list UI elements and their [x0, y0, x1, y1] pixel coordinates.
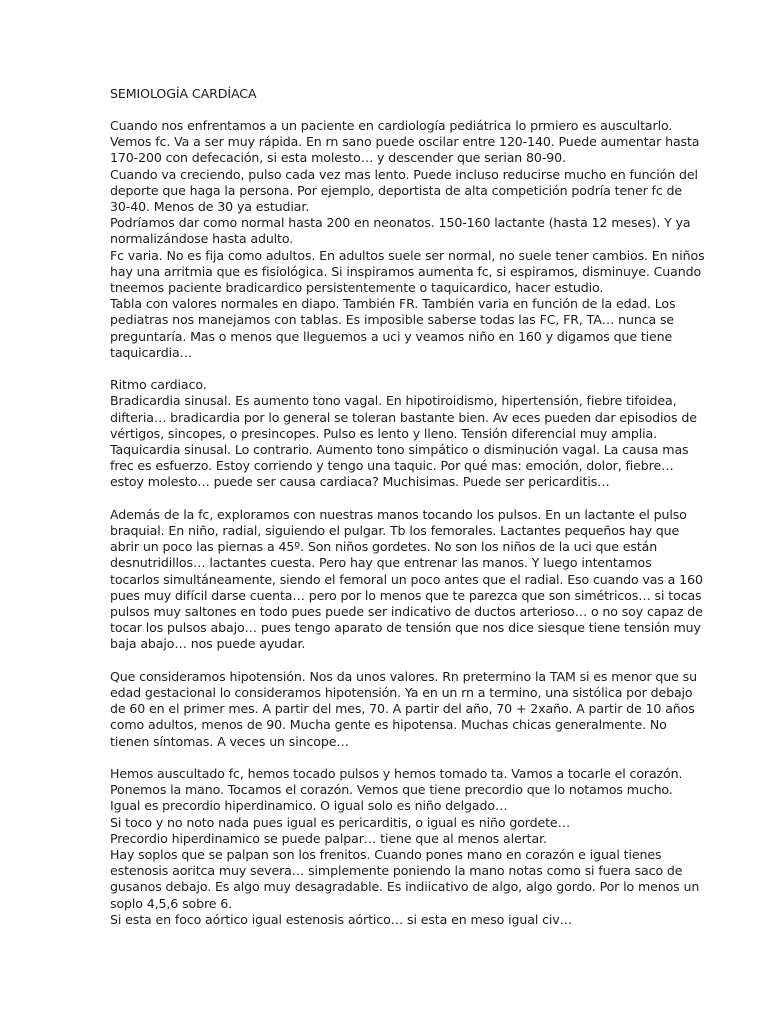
- text-line: frec es esfuerzo. Estoy corriendo y tengo una taquic. Por qué mas: emoción, dolor, fiebre…: [110, 458, 674, 474]
- text-line: vértigos, sincopes, o presincopes. Pulso es lento y lleno. Tensión diferencial muy amplia.: [110, 425, 657, 441]
- text-line: taquicardia…: [110, 344, 193, 360]
- paragraph: [110, 506, 703, 653]
- text-line: baja abajo… nos puede ayudar.: [110, 636, 306, 652]
- text-line: Podríamos dar como normal hasta 200 en neonatos. 150-160 lactante (hasta 12 meses). Y ya: [110, 215, 691, 231]
- document-body: [110, 118, 705, 928]
- text-line: Si toco y no noto nada pues igual es pericarditis, o igual es niño gordete…: [110, 814, 571, 830]
- text-line: Ritmo cardiaco.: [110, 377, 207, 393]
- text-line: tienen síntomas. A veces un sincope…: [110, 733, 349, 749]
- text-line: Tabla con valores normales en diapo. También FR. También varia en función de la edad. Los: [110, 296, 676, 312]
- text-line: pulsos muy saltones en todo pues puede ser indicativo de ductos arterioso… o no soy capaz de: [110, 604, 703, 620]
- paragraph: [110, 766, 700, 928]
- text-line: estoy molesto… puede ser causa cardiaca? Muchisimas. Puede ser pericarditis…: [110, 474, 610, 490]
- text-line: Taquicardia sinusal. Lo contrario. Aumento tono simpático o disminución vagal. La causa mas: [110, 442, 689, 458]
- text-line: gusanos debajo. Es algo muy desagradable. Es indiicativo de algo, algo gordo. Por lo menos un: [110, 879, 700, 895]
- text-line: Hay soplos que se palpan son los frenitos. Cuando pones mano en corazón e igual tienes: [110, 847, 662, 863]
- text-line: tocar los pulsos abajo… pues tengo aparato de tensión que nos dice siesque tiene tensión muy: [110, 620, 701, 636]
- text-line: Vemos fc. Va a ser muy rápida. En rn sano puede oscilar entre 120-140. Puede aumentar hasta: [110, 134, 700, 150]
- text-line: 30-40. Menos de 30 ya estudiar.: [110, 199, 310, 215]
- text-line: Igual es precordio hiperdinamico. O igual solo es niño delgado…: [110, 798, 508, 814]
- text-line: Que consideramos hipotensión. Nos da unos valores. Rn pretermino la TAM si es menor que su: [110, 668, 697, 684]
- text-line: desnutridillos… lactantes cuesta. Pero hay que entrenar las manos. Y luego intentamos: [110, 555, 652, 571]
- text-line: Cuando va creciendo, pulso cada vez mas lento. Puede incluso reducirse mucho en función del: [110, 166, 698, 182]
- text-line: Bradicardia sinusal. Es aumento tono vagal. En hipotiroidismo, hipertensión, fiebre tifoidea,: [110, 393, 677, 409]
- text-line: soplo 4,5,6 sobre 6.: [110, 895, 233, 911]
- text-line: Precordio hiperdinamico se puede palpar… tiene que al menos alertar.: [110, 830, 547, 846]
- text-line: pediatras nos manejamos con tablas. Es imposible saberse todas las FC, FR, TA… nunca se: [110, 312, 675, 328]
- text-line: Si esta en foco aórtico igual estenosis aórtico… si esta en meso igual civ…: [110, 911, 573, 927]
- text-line: preguntaría. Mas o menos que lleguemos a uci y veamos niño en 160 y digamos que tiene: [110, 328, 673, 344]
- text-line: estenosis aoritca muy severa… simplemente poniendo la mano notas como si fuera saco de: [110, 863, 683, 879]
- document-title: SEMIOLOGÍA CARDÍACA: [110, 86, 257, 101]
- text-line: de 60 en el primer mes. A partir del mes, 70. A partir del año, 70 + 2xaño. A partir de 10 años: [110, 701, 695, 717]
- text-line: Fc varia. No es fija como adultos. En adultos suele ser normal, no suele tener cambios. En niños: [110, 247, 705, 263]
- text-line: edad gestacional lo consideramos hipotensión. Ya en un rn a termino, una sistólica por debajo: [110, 685, 693, 701]
- text-line: como adultos, menos de 90. Mucha gente es hipotensa. Muchas chicas generalmente. No: [110, 717, 667, 733]
- paragraph: [110, 377, 697, 490]
- text-line: 170-200 con defecación, si esta molesto… y descender que serian 80-90.: [110, 150, 566, 166]
- text-line: hay una arritmia que es fisiológica. Si inspiramos aumenta fc, si espiramos, disminuye. Cuando: [110, 263, 702, 279]
- text-line: Además de la fc, exploramos con nuestras manos tocando los pulsos. En un lactante el pulso: [110, 506, 687, 522]
- text-line: Hemos auscultado fc, hemos tocado pulsos y hemos tomado ta. Vamos a tocarle el corazón.: [110, 766, 683, 782]
- text-line: tocarlos simultáneamente, siendo el femoral un poco antes que el radial. Eso cuando vas a 160: [110, 571, 703, 587]
- text-line: deporte que haga la persona. Por ejemplo, deportista de alta competición podría tener fc de: [110, 182, 683, 198]
- text-line: normalizándose hasta adulto.: [110, 231, 294, 247]
- paragraph: [110, 668, 697, 750]
- text-line: tneemos paciente bradicardico persistentemente o taquicardico, hacer estudio.: [110, 280, 604, 296]
- text-line: Cuando nos enfrentamos a un paciente en cardiología pediátrica lo prmiero es auscultarlo.: [110, 118, 673, 133]
- paragraph: [110, 118, 705, 361]
- text-line: pues muy difícil darse cuenta… pero por lo menos que te parezca que son simétricos… si tocas: [110, 587, 702, 603]
- text-line: Ponemos la mano. Tocamos el corazón. Vemos que tiene precordio que lo notamos mucho.: [110, 782, 673, 798]
- text-line: braquial. En niño, radial, siguiendo el pulgar. Tb los femorales. Lactantes pequeños hay que: [110, 523, 680, 539]
- text-line: abrir un poco las piernas a 45º. Son niños gordetes. No son los niños de la uci que están: [110, 539, 658, 555]
- text-line: difteria… bradicardia por lo general se toleran bastante bien. Av eces pueden dar episodios de: [110, 409, 697, 425]
